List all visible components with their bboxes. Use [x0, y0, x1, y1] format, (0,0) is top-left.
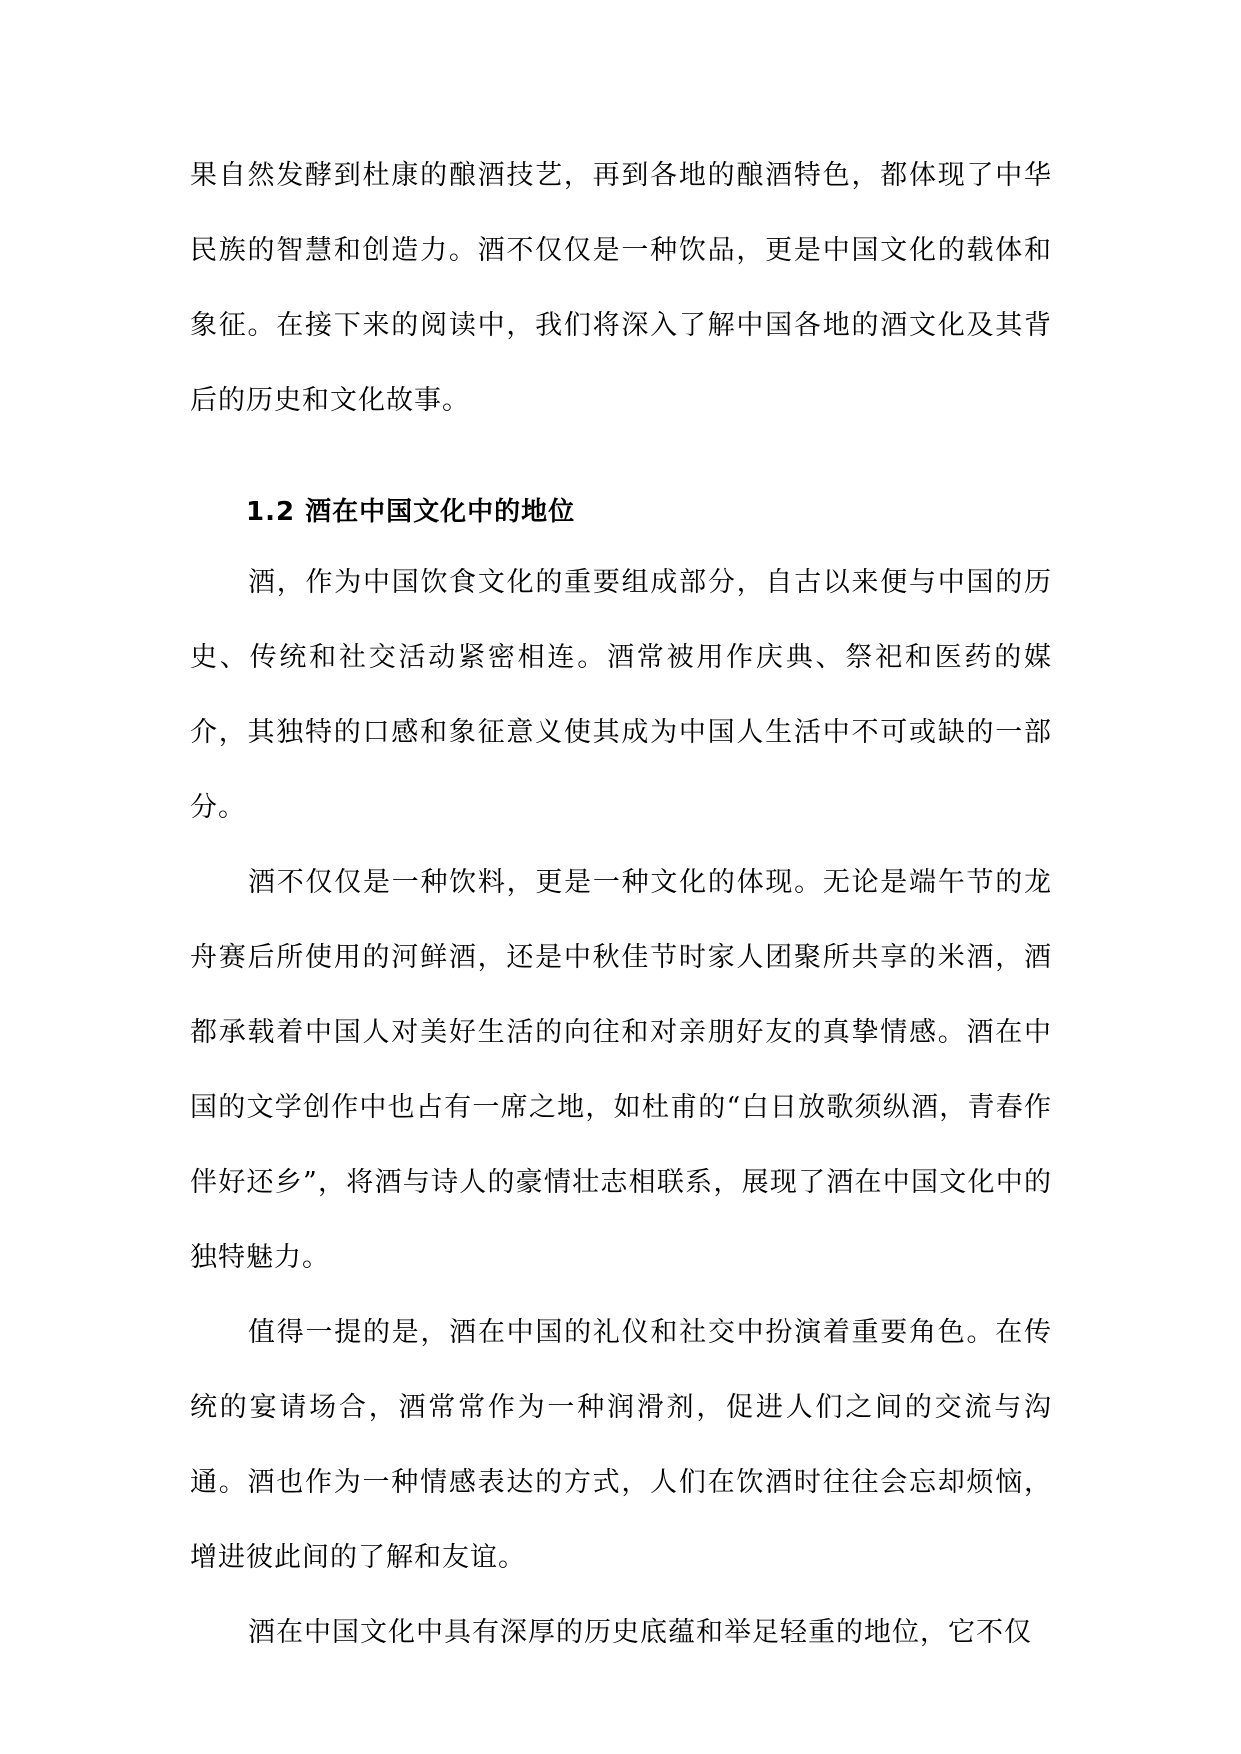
section-heading: 1.2 酒在中国文化中的地位	[246, 497, 576, 527]
body-paragraph: 酒，作为中国饮食文化的重要组成部分，自古以来便与中国的历史、传统和社交活动紧密相连。酒常被用作庆典、祭祀和医药的媒介，其独特的口感和象征意义使其成为中国人生活中不可或缺的一部分。	[190, 567, 1052, 823]
body-paragraph: 酒在中国文化中具有深厚的历史底蕴和举足轻重的地位，它不仅	[248, 1617, 1032, 1648]
body-paragraph: 酒不仅仅是一种饮料，更是一种文化的体现。无论是端午节的龙舟赛后所使用的河鲜酒，还是中秋佳节时家人团聚所共享的米酒，酒都承载着中国人对美好生活的向往和对亲朋好友的真挚情感。酒在中国的文学创作中也占有一席之地，如杜甫的“白日放歌须纵酒，青春作伴好还乡”，将酒与诗人的豪情壮志相联系，展现了酒在中国文化中的独特魅力。	[190, 867, 1052, 1273]
continuation-paragraph: 果自然发酵到杜康的酿酒技艺，再到各地的酿酒特色，都体现了中华民族的智慧和创造力。酒不仅仅是一种饮品，更是中国文化的载体和象征。在接下来的阅读中，我们将深入了解中国各地的酒文化及其背后的历史和文化故事。	[190, 160, 1052, 416]
document-body	[190, 138, 1052, 1670]
body-paragraph: 值得一提的是，酒在中国的礼仪和社交中扮演着重要角色。在传统的宴请场合，酒常常作为一种润滑剂，促进人们之间的交流与沟通。酒也作为一种情感表达的方式，人们在饮酒时往往会忘却烦恼，增进彼此间的了解和友谊。	[190, 1317, 1052, 1573]
